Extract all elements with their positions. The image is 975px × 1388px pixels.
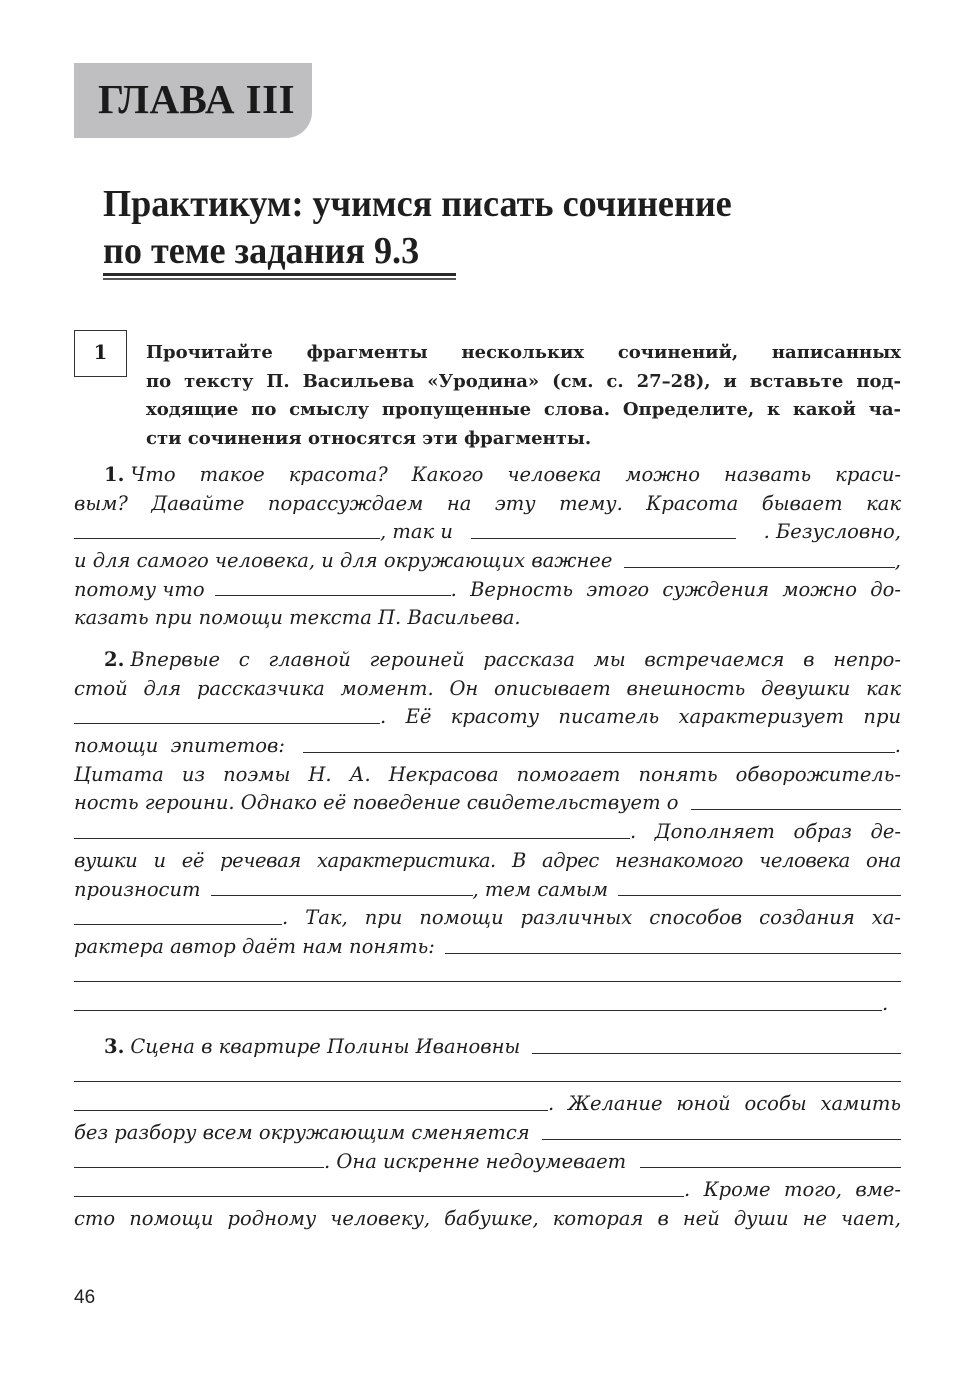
chapter-label: ГЛАВА III xyxy=(98,76,296,122)
task-line: по тексту П. Васильева «Уродина» (см. с. 27–28), и вставьте под- xyxy=(146,370,901,392)
fragment-text: , так и xyxy=(380,520,453,544)
page-title-line-1: Практикум: учимся писать сочинение xyxy=(103,183,732,225)
answer-blank[interactable] xyxy=(303,751,895,753)
fragment-line xyxy=(74,990,901,1019)
fragment-line xyxy=(74,761,901,790)
title-rule-thin xyxy=(103,278,456,280)
fragment-text: Впервые с главной героиней рассказа мы встречаемся в непро- xyxy=(130,648,901,671)
fragment-text: стой для рассказчика момент. Он описывает внешность девушки как xyxy=(74,676,901,700)
fragment-text: . Так, при помощи различных способов создания ха- xyxy=(282,906,901,930)
answer-blank[interactable] xyxy=(74,1109,548,1111)
fragment-line xyxy=(74,847,901,876)
fragment-line xyxy=(74,461,901,490)
answer-blank[interactable] xyxy=(74,923,282,925)
fragment-text: Что такое красота? Какого человека можно назвать краси- xyxy=(130,463,901,486)
fragment-number: 1. xyxy=(104,463,125,486)
fragment-text: вушки и её речевая характеристика. В адрес незнакомого человека она xyxy=(74,848,901,872)
answer-blank[interactable] xyxy=(215,594,451,596)
answer-blank[interactable] xyxy=(542,1138,901,1140)
fragment-line xyxy=(74,490,901,519)
title-rule-thick xyxy=(103,273,456,276)
fragment-3 xyxy=(74,1033,901,1234)
chapter-tab xyxy=(74,63,312,138)
fragment-text: . xyxy=(894,734,901,758)
answer-blank[interactable] xyxy=(471,537,736,539)
fragment-line xyxy=(74,646,901,675)
fragment-number: 3. xyxy=(104,1035,125,1058)
fragment-line xyxy=(74,675,901,704)
fragment-2 xyxy=(74,646,901,1019)
fragment-text: . Безусловно, xyxy=(763,520,901,544)
fragment-line xyxy=(74,604,901,633)
fragment-line xyxy=(74,789,901,818)
fragment-line xyxy=(74,703,901,732)
answer-blank[interactable] xyxy=(74,1166,324,1168)
title-double-underline xyxy=(103,273,456,280)
fragment-text: рактера автор даёт нам понять: xyxy=(74,934,435,958)
fragment-text: ность героини. Однако её поведение свидетельствует о xyxy=(74,791,679,815)
task-number: 1 xyxy=(93,339,108,364)
fragment-line xyxy=(74,933,901,962)
task-instructions xyxy=(146,339,901,453)
answer-blank[interactable] xyxy=(74,1080,901,1082)
fragment-line xyxy=(74,1090,901,1119)
fragment-text: , тем самым xyxy=(472,877,609,901)
fragment-line xyxy=(74,904,901,933)
answer-blank[interactable] xyxy=(74,837,630,839)
fragment-text: сто помощи родному человеку, бабушке, которая в ней души не чает, xyxy=(74,1207,901,1231)
answer-blank[interactable] xyxy=(74,722,380,724)
answer-blank[interactable] xyxy=(211,894,473,896)
fragment-line xyxy=(74,1176,901,1205)
fragment-text: . Дополняет образ де- xyxy=(630,820,901,844)
fragment-text: и для самого человека, и для окружающих важнее xyxy=(74,549,613,573)
fragment-text: Сцена в квартире Полины Ивановны xyxy=(130,1035,521,1058)
answer-blank[interactable] xyxy=(445,952,901,954)
task-line: Прочитайте фрагменты нескольких сочинений, написанных xyxy=(146,342,901,363)
fragment-text: . Её красоту писатель характеризует при xyxy=(380,705,901,729)
task-number-box xyxy=(74,330,127,377)
fragment-text: Цитата из поэмы Н. А. Некрасова помогает понять обворожитель- xyxy=(74,762,901,786)
answer-blank[interactable] xyxy=(640,1166,901,1168)
fragment-line xyxy=(74,1033,901,1062)
answer-blank[interactable] xyxy=(74,980,901,982)
fragment-text: без разбору всем окружающим сменяется xyxy=(74,1121,530,1145)
page-title-line-2: по теме задания 9.3 xyxy=(103,230,420,272)
fragment-line xyxy=(74,818,901,847)
fragment-text: . Верность этого суждения можно до- xyxy=(450,577,901,601)
fragment-text: . xyxy=(882,992,889,1016)
page-number: 46 xyxy=(74,1287,96,1308)
fragment-line xyxy=(74,1148,901,1177)
fragment-line xyxy=(74,1119,901,1148)
fragment-line xyxy=(74,576,901,605)
fragment-number: 2. xyxy=(104,648,125,671)
fragment-text: . Кроме того, вме- xyxy=(684,1178,901,1202)
fragment-line xyxy=(74,1062,901,1091)
fragment-1 xyxy=(74,461,901,633)
fragment-line xyxy=(74,876,901,905)
answer-blank[interactable] xyxy=(618,894,901,896)
fragment-text: . Она искренне недоумевает xyxy=(324,1149,627,1173)
fragment-text: , xyxy=(894,549,901,573)
fragment-text: помощи эпитетов: xyxy=(74,734,285,758)
fragment-line xyxy=(74,547,901,576)
fragment-line xyxy=(74,962,901,991)
answer-blank[interactable] xyxy=(74,1009,882,1011)
page-title xyxy=(103,181,836,275)
fragment-text: произносит xyxy=(74,877,201,901)
task-line: сти сочинения относятся эти фрагменты. xyxy=(146,427,592,449)
answer-blank[interactable] xyxy=(74,537,380,539)
answer-blank[interactable] xyxy=(624,566,894,568)
fragment-line xyxy=(74,1205,901,1234)
fragment-text: . Желание юной особы хамить xyxy=(548,1092,901,1116)
fragment-line xyxy=(74,518,901,547)
answer-blank[interactable] xyxy=(74,1195,684,1197)
fragment-text: вым? Давайте порассуждаем на эту тему. Красота бывает как xyxy=(74,491,901,515)
fragment-text: казать при помощи текста П. Васильева. xyxy=(74,606,521,630)
answer-blank[interactable] xyxy=(691,808,901,810)
fragment-text: потому что xyxy=(74,577,205,601)
fragment-line xyxy=(74,732,901,761)
task-line: ходящие по смыслу пропущенные слова. Определите, к какой ча- xyxy=(146,399,901,420)
answer-blank[interactable] xyxy=(532,1052,901,1054)
